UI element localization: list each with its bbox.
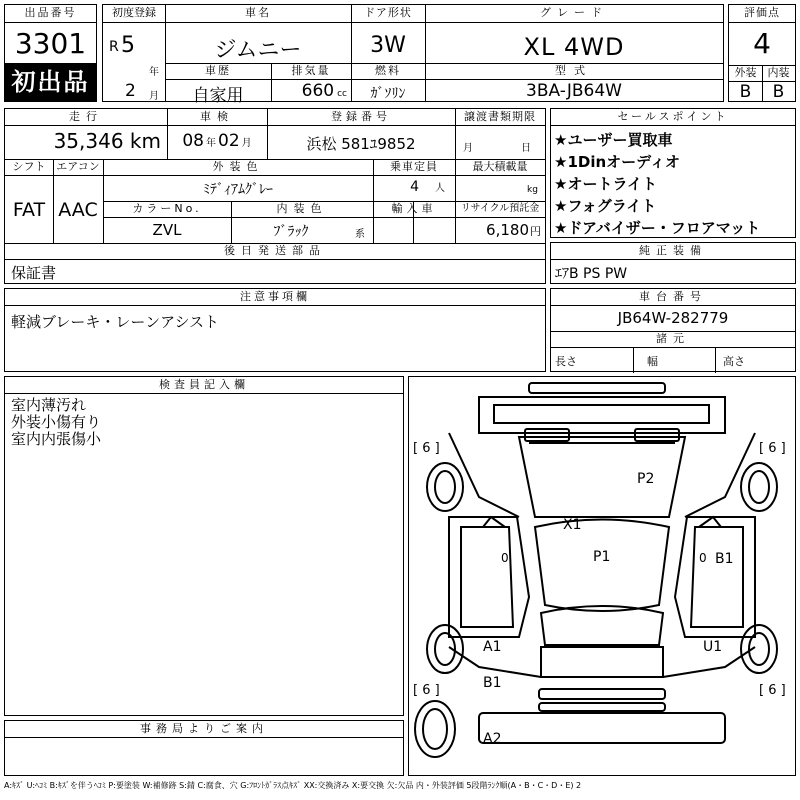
- mileage-unit: km: [129, 129, 161, 153]
- mileage-value: 35,346 km: [53, 129, 161, 153]
- zero-mark-left: 0: [501, 551, 509, 565]
- car-name-label: 車名: [245, 6, 271, 19]
- car-name: ジムニー: [214, 38, 302, 63]
- height-label: 高さ: [723, 355, 745, 368]
- int-label: 内装: [767, 66, 790, 79]
- length-label: 長さ: [555, 355, 577, 368]
- year-unit: 年: [149, 67, 159, 78]
- int-color-label: 内装色: [276, 202, 328, 215]
- notes-label: 注意事項欄: [5, 289, 545, 306]
- damage-x1: X1: [563, 517, 582, 533]
- grade-value: XL 4WD: [523, 33, 625, 61]
- office-label: 事務局よりご案内: [5, 721, 403, 738]
- damage-u1: U1: [703, 639, 723, 655]
- history-value: 自家用: [192, 86, 244, 106]
- mileage-label: 走行: [69, 110, 103, 123]
- damage-b1-left: B1: [483, 675, 502, 691]
- capacity-label: 乗車定員: [390, 160, 438, 173]
- shift-label: シフト: [12, 160, 46, 173]
- legend-text: A:ｷｽﾞ U:ﾍｺﾐ B:ｷｽﾞを伴うﾍｺﾐ P:要塗装 W:補修跡 S:錆 C:腐食、穴 G:ﾌﾛﾝﾄｶﾞﾗｽ点ｷｽﾞ XX:交換済み X:要交換 欠:欠品 内・外装評価 5段階ﾗﾝｸ順(A・B・C・D・E) 2: [4, 781, 582, 790]
- sales-point-5: ★ドアバイザー・フロアマット: [554, 219, 761, 237]
- damage-a2: A2: [483, 731, 502, 747]
- notes-value: 軽減ブレーキ・レーンアシスト: [11, 313, 220, 331]
- import-label: 輸入車: [391, 202, 437, 215]
- sales-point-2: ★1Dinオーディオ: [554, 153, 680, 171]
- sales-points-label: セールスポイント: [551, 109, 795, 126]
- plate-value: 浜松 581ﾕ9852: [306, 135, 416, 153]
- lot-block: [4, 4, 97, 102]
- displacement-unit: cc: [337, 89, 347, 99]
- model-label: 型式: [555, 64, 593, 77]
- ext-grade: B: [739, 82, 752, 102]
- month-unit: 月: [149, 91, 159, 102]
- recycle-label: リサイクル預託金: [460, 203, 540, 214]
- specs-block: [4, 108, 546, 284]
- lot-label: 出品番号: [24, 6, 77, 19]
- shift-value: FAT: [12, 199, 46, 221]
- damage-p1: P1: [593, 549, 611, 565]
- notes-block: [4, 288, 546, 372]
- inspector-label: 検査員記入欄: [5, 377, 403, 394]
- recycle-value: 6,180円: [486, 221, 541, 239]
- capacity-value: 4 人: [410, 179, 445, 195]
- door-label: ドア形状: [364, 6, 412, 19]
- damage-p2: P2: [637, 471, 655, 487]
- transfer-day: 日: [521, 143, 531, 154]
- door-value: 3W: [370, 33, 406, 58]
- aircon-label: エアコン: [56, 160, 100, 173]
- sales-point-4: ★フォグライト: [554, 197, 657, 215]
- zero-mark-right: 0: [699, 551, 707, 565]
- lot-number: 3301: [14, 27, 87, 60]
- transfer-month: 月: [463, 143, 473, 154]
- chassis-block: [550, 288, 796, 372]
- sales-point-3: ★オートライト: [554, 175, 657, 193]
- sales-point-1: ★ユーザー買取車: [554, 131, 673, 149]
- year-num: 5: [121, 33, 135, 58]
- ext-color-label: 外装色: [212, 160, 264, 173]
- car-diagram: [408, 376, 796, 776]
- sales-points-block: [550, 108, 796, 238]
- later-parts-label: 後日発送部品: [224, 244, 326, 257]
- tread-rear-right: [ 6 ]: [759, 683, 786, 698]
- chassis-value: JB64W-282779: [617, 309, 729, 327]
- reg-label: 初度登録: [112, 6, 156, 19]
- int-color-value: ﾌﾞﾗｯｸ: [273, 224, 309, 240]
- equipment-value: ｴｱB PS PW: [555, 266, 628, 282]
- dims-label: 諸元: [656, 332, 690, 345]
- inspector-line-3: 室内内張傷小: [11, 430, 102, 448]
- damage-b1-right: B1: [715, 551, 734, 567]
- car-outline-svg: [409, 377, 795, 775]
- inspection-value: 08 年 02 月: [182, 131, 252, 151]
- inspector-block: [4, 376, 404, 716]
- score-value: 4: [753, 27, 771, 60]
- grade-label: グレード: [540, 6, 608, 19]
- era: R: [109, 39, 119, 55]
- load-unit: kg: [527, 185, 538, 195]
- ext-color-value: ﾐﾃﾞｨｱﾑｸﾞﾚｰ: [203, 182, 273, 198]
- score-label: 評価点: [744, 6, 780, 19]
- int-grade: B: [772, 82, 785, 102]
- model-value: 3BA-JB64W: [526, 81, 622, 101]
- registration-block: [102, 4, 724, 106]
- load-label: 最大積載量: [472, 160, 528, 173]
- tread-front-left: [ 6 ]: [413, 441, 440, 456]
- score-block: [728, 4, 796, 102]
- chassis-label: 車台番号: [551, 289, 795, 306]
- equipment-label: 純正装備: [551, 243, 795, 260]
- tread-rear-left: [ 6 ]: [413, 683, 440, 698]
- damage-a1: A1: [483, 639, 502, 655]
- ext-label: 外装: [734, 66, 757, 79]
- fuel-label: 燃料: [375, 64, 401, 77]
- displacement-label: 排気量: [291, 64, 331, 77]
- equipment-block: [550, 242, 796, 284]
- color-no-label: カラーNo.: [132, 202, 202, 215]
- width-label: 幅: [647, 355, 658, 368]
- office-block: [4, 720, 404, 776]
- tread-front-right: [ 6 ]: [759, 441, 786, 456]
- int-color-unit: 系: [355, 229, 365, 240]
- first-listing-badge: 初出品: [5, 63, 96, 101]
- aircon-value: AAC: [58, 199, 98, 221]
- displacement-value: 660 cc: [301, 81, 347, 101]
- plate-label: 登録番号: [331, 110, 391, 123]
- later-parts-value: 保証書: [11, 264, 57, 282]
- fuel-value: ｶﾞｿﾘﾝ: [370, 86, 406, 102]
- inspector-line-1: 室内薄汚れ: [11, 396, 87, 414]
- inspection-label: 車検: [200, 110, 234, 123]
- transfer-label: 譲渡書類期限: [464, 110, 536, 123]
- inspector-line-2: 外装小傷有り: [11, 413, 102, 431]
- history-label: 車歴: [205, 64, 231, 77]
- month-num: 2: [125, 81, 136, 101]
- color-no-value: ZVL: [152, 221, 182, 239]
